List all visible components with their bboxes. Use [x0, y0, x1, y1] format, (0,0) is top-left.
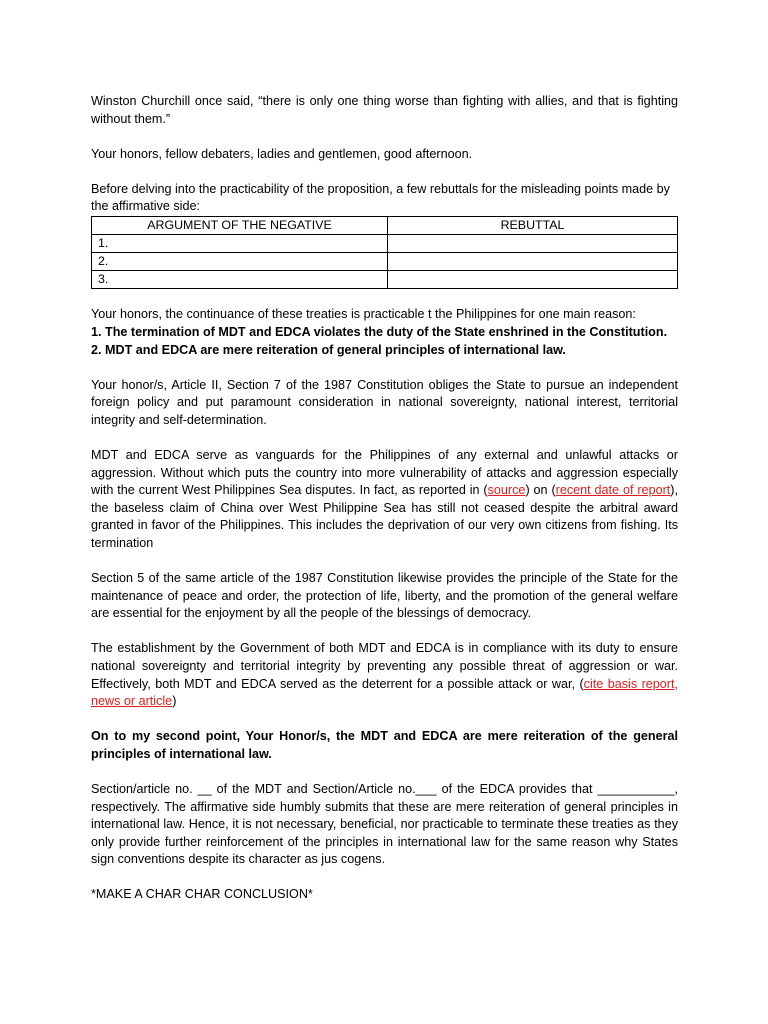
table-cell-argument: 2. [92, 252, 388, 270]
reasons-intro: Your honors, the continuance of these treaties is practicable t the Philippines for one main reason: [91, 307, 636, 322]
table-header-argument: ARGUMENT OF THE NEGATIVE [92, 216, 388, 234]
source-placeholder-link[interactable]: source [487, 483, 526, 498]
reason-item: 2. MDT and EDCA are mere reiteration of general principles of international law. [91, 342, 566, 357]
table-header-row [92, 216, 678, 234]
paragraph-section-5: Section 5 of the same article of the 1987 Constitution likewise provides the principle of the State for the maintenance of peace and order, the protection of life, liberty, and the promotion of the general welfare are essential for the enjoyment by all the people of the blessings of democracy. [91, 571, 678, 621]
paragraph-establishment [91, 640, 678, 710]
table-row [92, 234, 678, 252]
paragraph-vanguards [91, 447, 678, 553]
conclusion-note: *MAKE A CHAR CHAR CONCLUSION* [91, 887, 313, 902]
table-row [92, 252, 678, 270]
table-header-rebuttal: REBUTTAL [388, 216, 678, 234]
vanguards-text-1: MDT and EDCA serve as vanguards for the Philippines of any external and unlawful attacks or aggression. Without which puts the country into more vulnerability of attacks and aggression especially with the current West Philippines Sea disputes. In fact, as reported in ( [91, 448, 678, 498]
establishment-text-1: The establishment by the Government of both MDT and EDCA is in compliance with its duty to ensure national sovereignty and territorial integrity by preventing any possible threat of aggression or war. Effectively, both MDT and EDCA served as the deterrent for a possible attack or war, ( [91, 641, 678, 691]
rebuttal-table [91, 216, 678, 289]
table-cell-argument: 1. [92, 234, 388, 252]
reasons-block [91, 306, 678, 359]
vanguards-text-3: ), the baseless claim of China over West Philippine Sea has still not ceased despite the arbitral award granted in favor of the Philippines. This includes the deprivation of our very own citizens from fishing. Its termination [91, 483, 678, 550]
reason-item: 1. The termination of MDT and EDCA violates the duty of the State enshrined in the Constitution. [91, 325, 668, 340]
table-cell-rebuttal [388, 252, 678, 270]
opening-quote: Winston Churchill once said, “there is only one thing worse than fighting with allies, and that is fighting without them.” [91, 94, 678, 126]
table-cell-rebuttal [388, 270, 678, 288]
second-point: On to my second point, Your Honor/s, the MDT and EDCA are mere reiteration of the general principles of international law. [91, 729, 678, 761]
table-cell-argument: 3. [92, 270, 388, 288]
paragraph-article-ii: Your honor/s, Article II, Section 7 of the 1987 Constitution obliges the State to pursue an independent foreign policy and put paramount consideration in national sovereignty, national interest, territorial integrity and self-determination. [91, 377, 678, 427]
document-body [91, 93, 678, 922]
date-placeholder-link[interactable]: recent date of report [555, 483, 671, 498]
table-row [92, 270, 678, 288]
greeting: Your honors, fellow debaters, ladies and gentlemen, good afternoon. [91, 146, 473, 161]
cite-placeholder-link[interactable]: cite basis report, news or article [91, 676, 678, 709]
establishment-text-2: ) [172, 694, 177, 709]
table-cell-rebuttal [388, 234, 678, 252]
rebuttal-intro: Before delving into the practicability of the proposition, a few rebuttals for the misleading points made by the affirmative side: [91, 181, 670, 214]
vanguards-text-2: ) on ( [525, 483, 556, 498]
paragraph-section-article: Section/article no. __ of the MDT and Section/Article no.___ of the EDCA provides that ___________, respectively. The affirmative side humbly submits that these are mere reiteration of general principles in international law. Hence, it is not necessary, beneficial, nor practicable to terminate these treaties as they only provide further reinforcement of the principles in international law for the same reason why States sign conventions despite its character as jus cogens. [91, 781, 678, 867]
